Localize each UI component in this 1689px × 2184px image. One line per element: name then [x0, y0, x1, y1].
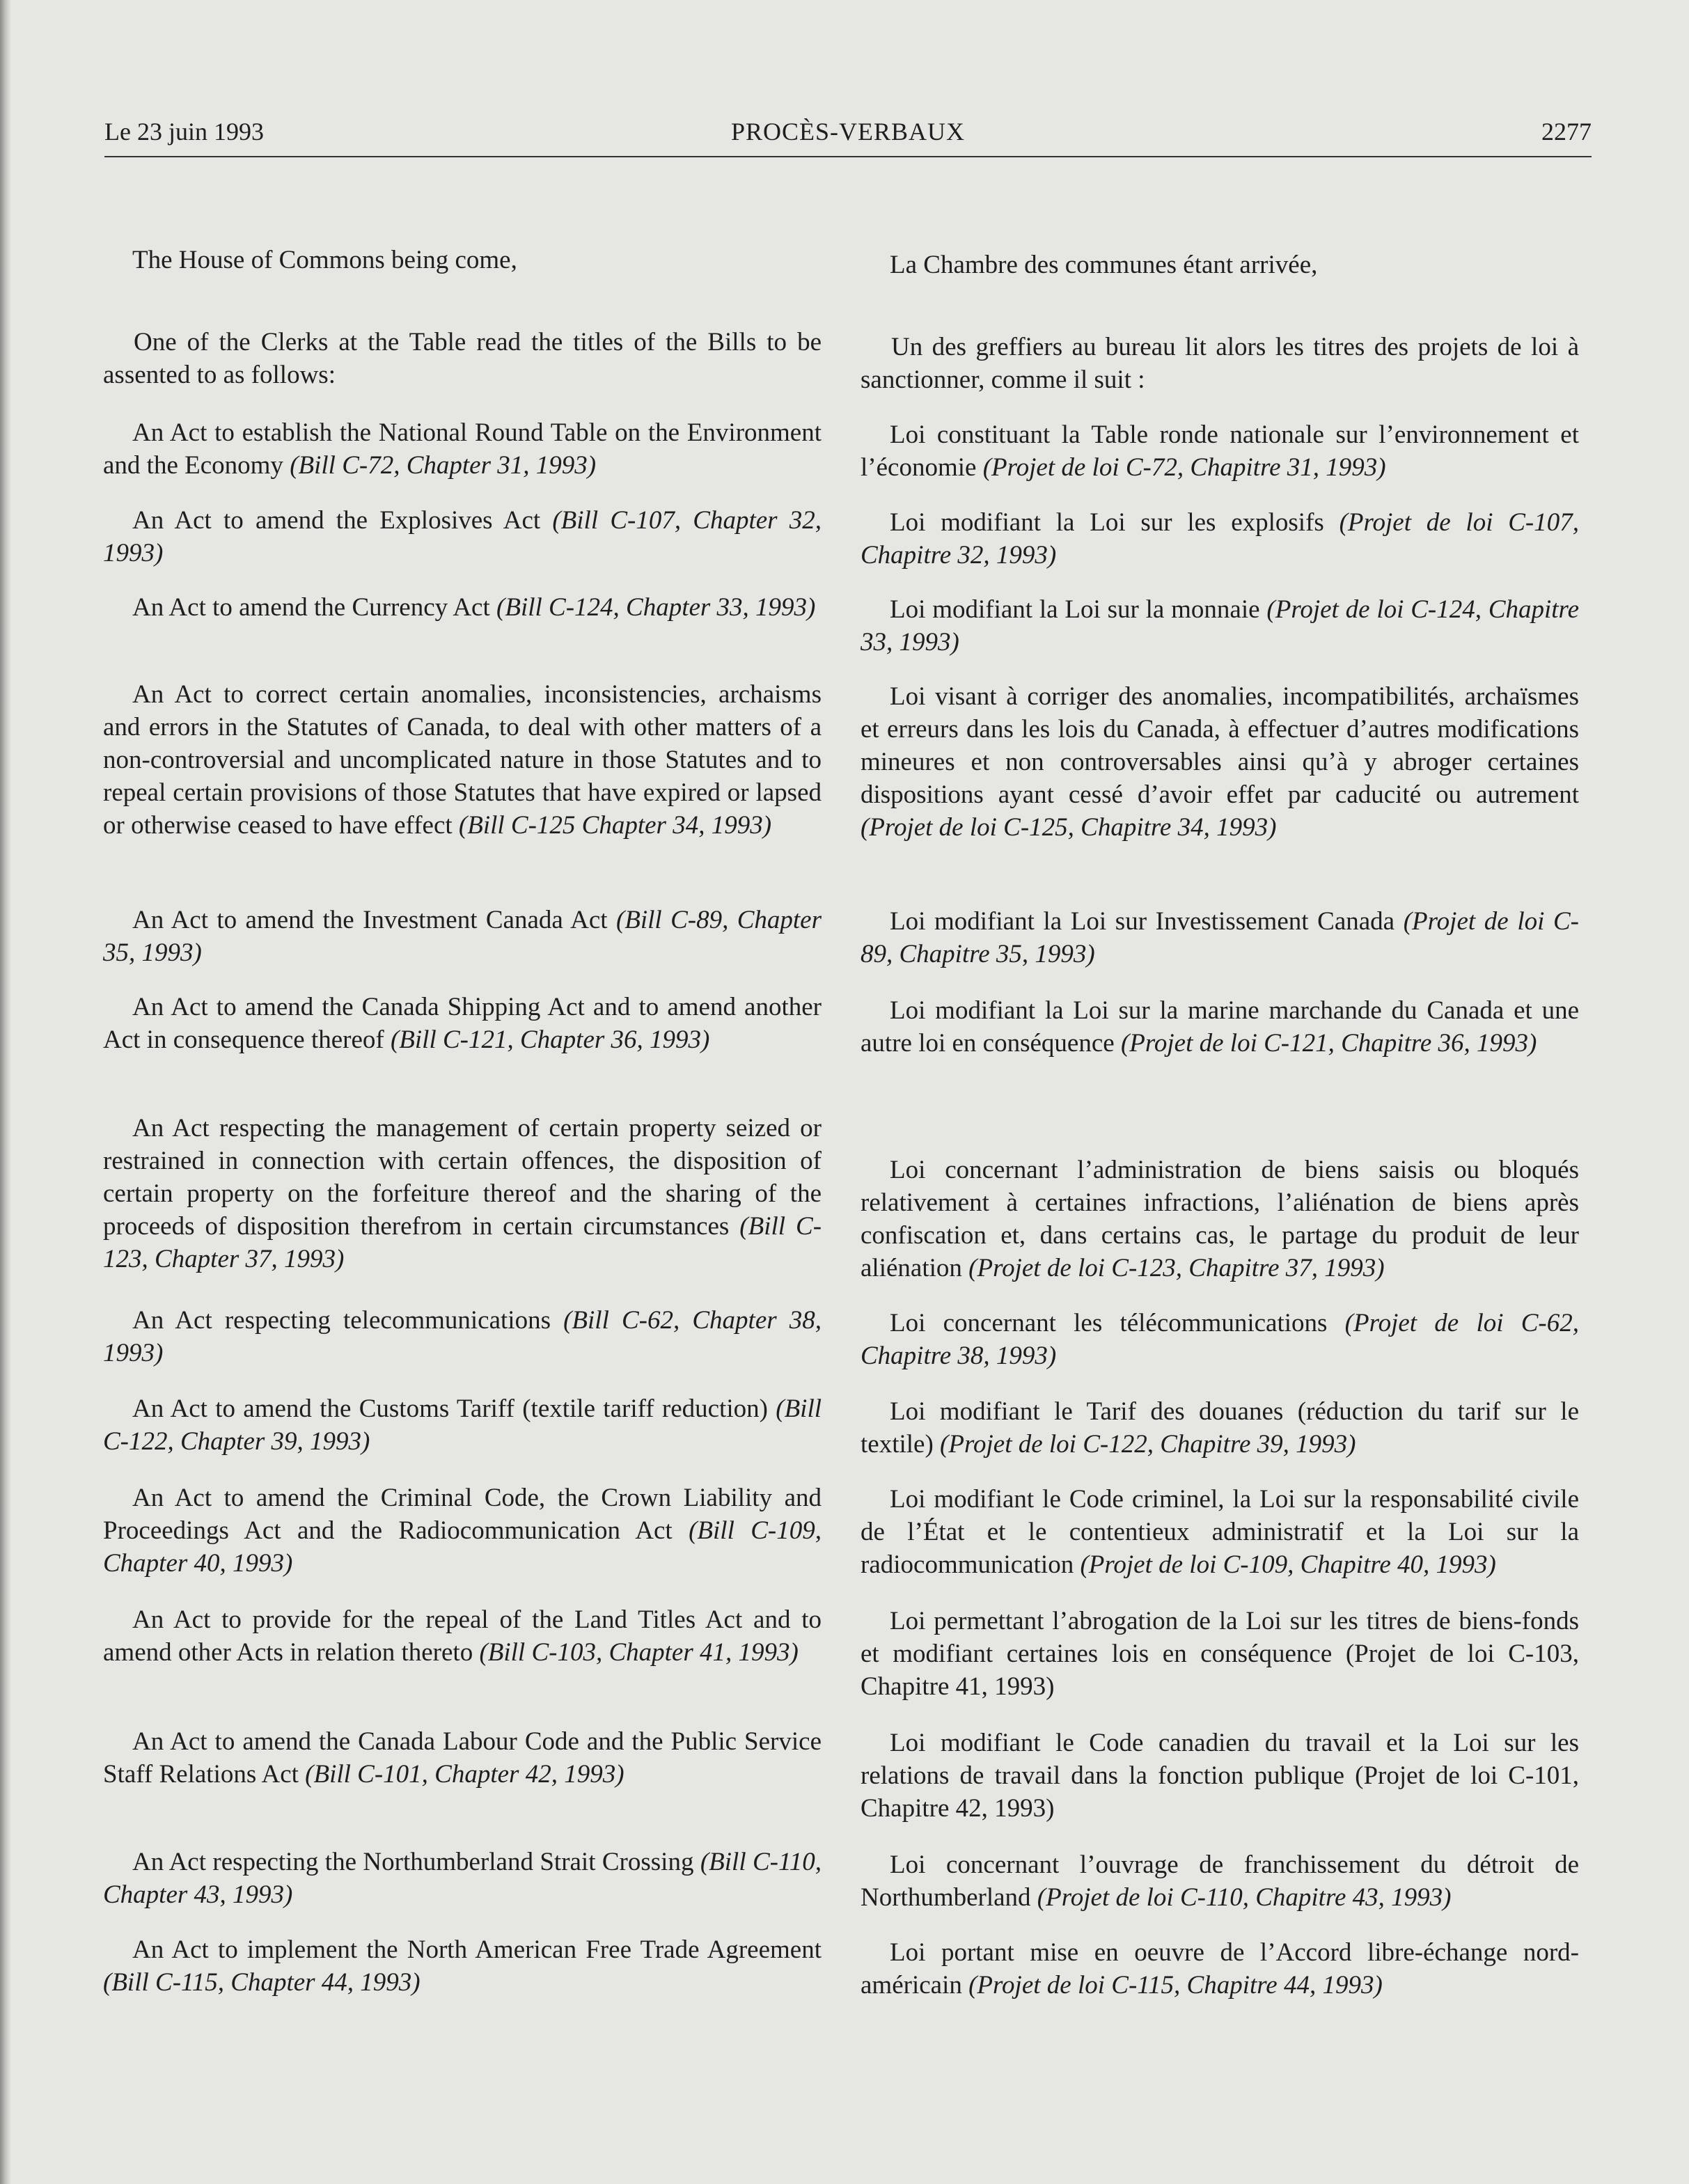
french-bill: [861, 1936, 1579, 2002]
french-bill: [861, 418, 1579, 484]
bill-title: An Act respecting the management of certain property seized or restrained in connection with certain offences, the disposition of certain property on the forfeiture thereof and the sharing of the proceeds of disposition therefrom in certain circumstances: [103, 1114, 822, 1241]
english-bill: [103, 678, 822, 842]
bill-title: Loi permettant l’abrogation de la Loi sur les titres de biens-fonds et modifiant certaines lois en conséquence: [861, 1607, 1579, 1668]
french-bill: [861, 680, 1579, 844]
bill-title: Loi portant mise en oeuvre de l’Accord libre-échange nord-américain: [861, 1938, 1579, 2000]
french-bill: [861, 1727, 1579, 1825]
bill-title: An Act to amend the Explosives Act: [132, 506, 541, 535]
bill-title: An Act to provide for the repeal of the Land Titles Act and to amend other Acts in relation thereto: [103, 1605, 822, 1667]
page-number: 2277: [1541, 118, 1592, 146]
french-bill: [861, 506, 1579, 572]
bill-reference: (Bill C-115, Chapter 44, 1993): [103, 1968, 421, 1997]
bill-reference: (Bill C-62, Chapter 38, 1993): [103, 1306, 822, 1367]
bill-reference: (Bill C-125 Chapter 34, 1993): [458, 811, 772, 840]
english-bill: [103, 1603, 822, 1669]
bill-title: An Act to amend the Criminal Code, the Crown Liability and Proceedings Act and the Radiocommunication Act: [103, 1484, 822, 1545]
bill-title: Loi concernant les télécommunications: [890, 1309, 1328, 1337]
bill-reference: (Bill C-124, Chapter 33, 1993): [496, 593, 816, 622]
bill-reference: (Projet de loi C-125, Chapitre 34, 1993): [861, 813, 1277, 842]
bill-title: An Act to correct certain anomalies, inconsistencies, archaisms and errors in the Statutes of Canada, to deal with other matters of a non-controversial and uncomplicated nature in those Statutes and to repeal certain provisions of those Statutes that have expired or lapsed or otherwise ceased to have effect: [103, 680, 822, 840]
french-bill: [861, 1395, 1579, 1461]
bill-reference: (Bill C-101, Chapter 42, 1993): [305, 1760, 624, 1789]
bill-reference: (Projet de loi C-107, Chapitre 32, 1993): [861, 508, 1579, 569]
bill-reference: (Bill C-123, Chapter 37, 1993): [103, 1212, 822, 1273]
bill-title: An Act to establish the National Round Table on the Environment and the Economy: [103, 418, 822, 480]
bill-reference: (Bill C-121, Chapter 36, 1993): [390, 1026, 710, 1054]
bill-reference: (Bill C-109, Chapter 40, 1993): [103, 1516, 822, 1578]
bill-title: Loi modifiant la Loi sur les explosifs: [890, 508, 1324, 537]
bill-reference: (Projet de loi C-122, Chapitre 39, 1993): [940, 1430, 1356, 1459]
english-column: [103, 0, 822, 2184]
bill-title: Loi modifiant la Loi sur la monnaie: [890, 595, 1260, 624]
bill-title: Loi constituant la Table ronde nationale sur l’environnement et l’économie: [861, 421, 1579, 482]
bill-reference: (Projet de loi C-124, Chapitre 33, 1993): [861, 595, 1580, 657]
bill-title: Loi modifiant la Loi sur Investissement Canada: [890, 907, 1395, 936]
english-bill: [103, 1112, 822, 1275]
english-bill: [103, 991, 822, 1056]
header-date: Le 23 juin 1993: [104, 118, 264, 146]
french-bill: [861, 1307, 1579, 1372]
bill-reference: (Bill C-72, Chapter 31, 1993): [290, 451, 597, 480]
bill-title: An Act to amend the Currency Act: [132, 593, 490, 622]
french-bill: [861, 593, 1579, 659]
bill-title: An Act to amend the Canada Labour Code and the Public Service Staff Relations Act: [103, 1727, 822, 1789]
english-bill: [103, 1392, 822, 1458]
english-bill: [103, 904, 822, 969]
bill-reference: (Projet de loi C-109, Chapitre 40, 1993): [1080, 1550, 1496, 1579]
bill-title: Loi visant à corriger des anomalies, incompatibilités, archaïsmes et erreurs dans les lois du Canada, à effectuer d’autres modifications mineures et non controversables ainsi qu’à y abroger certaines dispositions ayant cessé d’avoir effet par caducité ou autrement: [861, 682, 1579, 809]
english-bill: [103, 591, 822, 624]
english-bill: [103, 1482, 822, 1580]
bill-title: Loi modifiant la Loi sur la marine marchande du Canada et une autre loi en conséquence: [861, 996, 1579, 1058]
french-bill: [861, 1848, 1579, 1914]
bill-reference: (Projet de loi C-121, Chapitre 36, 1993): [1120, 1029, 1537, 1058]
english-opening: The House of Commons being come,: [132, 246, 517, 274]
bill-title: An Act respecting telecommunications: [132, 1306, 551, 1335]
bill-title: Loi concernant l’administration de biens saisis ou bloqués relativement à certaines infractions, l’aliénation de biens après confiscation et, dans certains cas, le partage du produit de leur aliénation: [861, 1156, 1579, 1282]
bill-reference: (Bill C-89, Chapter 35, 1993): [103, 906, 822, 967]
english-bill: [103, 1846, 822, 1911]
french-bill: [861, 1605, 1579, 1703]
bill-reference: (Bill C-107, Chapter 32, 1993): [103, 506, 822, 567]
french-bill: [861, 905, 1579, 971]
bill-reference: (Bill C-110, Chapter 43, 1993): [103, 1848, 822, 1909]
french-clerk-intro: Un des greffiers au bureau lit alors les titres des projets de loi à sanctionner, comme il suit :: [861, 333, 1579, 394]
english-clerk-intro: One of the Clerks at the Table read the titles of the Bills to be assented to as follows:: [103, 328, 822, 389]
bill-title: An Act to amend the Investment Canada Act: [132, 906, 608, 934]
page-binding-edge: [0, 0, 11, 2184]
bill-reference: (Projet de loi C-115, Chapitre 44, 1993): [968, 1971, 1383, 2000]
header-title: PROCÈS-VERBAUX: [730, 118, 966, 146]
bill-title: Loi modifiant le Code criminel, la Loi sur la responsabilité civile de l’État et le contentieux administratif et la Loi sur la radiocommunication: [861, 1485, 1579, 1579]
english-bill: [103, 1725, 822, 1791]
french-bill: [861, 1483, 1579, 1581]
english-bill: [103, 416, 822, 482]
bill-reference: (Projet de loi C-103, Chapitre 41, 1993): [861, 1640, 1580, 1701]
bill-reference: (Bill C-122, Chapter 39, 1993): [103, 1395, 822, 1456]
bill-title: Loi concernant l’ouvrage de franchissement du détroit de Northumberland: [861, 1851, 1579, 1912]
french-bill: [861, 1154, 1579, 1285]
bill-reference: (Projet de loi C-89, Chapitre 35, 1993): [861, 907, 1579, 968]
english-bill: [103, 1304, 822, 1369]
french-bill: [861, 994, 1579, 1060]
french-column: [861, 0, 1579, 2184]
bill-reference: (Projet de loi C-62, Chapitre 38, 1993): [861, 1309, 1579, 1370]
english-bill: [103, 1933, 822, 1999]
bill-reference: (Projet de loi C-123, Chapitre 37, 1993): [968, 1254, 1385, 1282]
bill-title: An Act to amend the Canada Shipping Act and to amend another Act in consequence thereof: [103, 993, 822, 1054]
bill-reference: (Projet de loi C-72, Chapitre 31, 1993): [982, 453, 1386, 482]
english-bill: [103, 504, 822, 569]
bill-reference: (Bill C-103, Chapter 41, 1993): [479, 1638, 799, 1667]
bill-title: An Act respecting the Northumberland Strait Crossing: [132, 1848, 694, 1876]
french-opening: La Chambre des communes étant arrivée,: [890, 251, 1318, 279]
bill-title: Loi modifiant le Code canadien du travail et la Loi sur les relations de travail dans la fonction publique: [861, 1729, 1579, 1790]
bill-title: Loi modifiant le Tarif des douanes (réduction du tarif sur le textile): [861, 1397, 1579, 1459]
bill-reference: (Projet de loi C-101, Chapitre 42, 1993): [861, 1761, 1580, 1823]
bill-title: An Act to implement the North American Free Trade Agreement: [132, 1935, 822, 1964]
bill-reference: (Projet de loi C-110, Chapitre 43, 1993): [1037, 1883, 1452, 1912]
bill-title: An Act to amend the Customs Tariff (textile tariff reduction): [132, 1395, 768, 1423]
